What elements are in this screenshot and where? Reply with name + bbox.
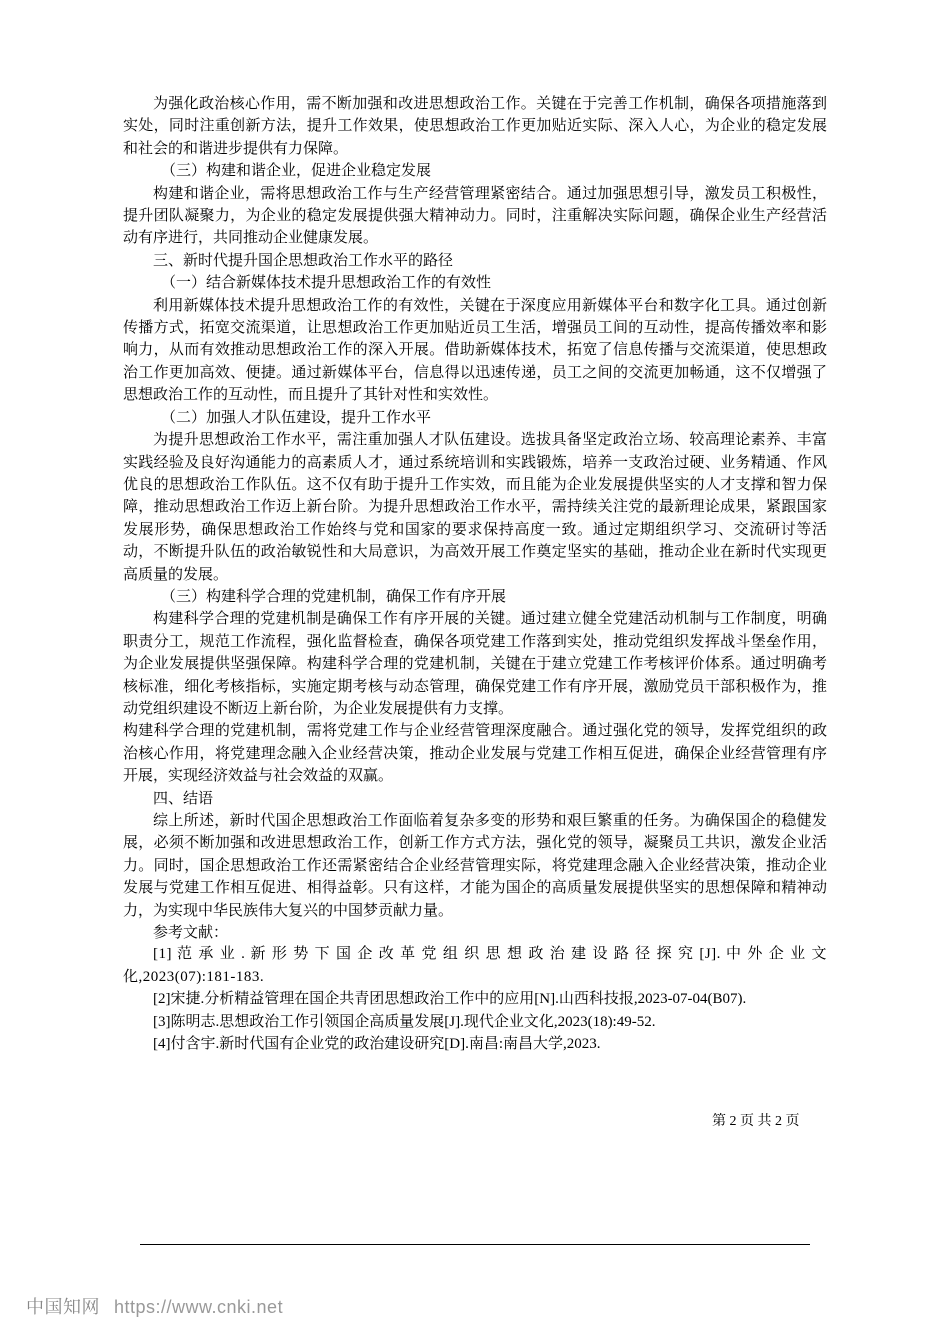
- footer-divider: [140, 1244, 810, 1245]
- section-subheading: （三）构建和谐企业，促进企业稳定发展: [161, 161, 432, 180]
- references-title: 参考文献：: [153, 923, 229, 942]
- watermark-url: https://www.cnki.net: [114, 1297, 284, 1317]
- article-body: [123, 92, 827, 1055]
- paragraph: 构建和谐企业，需将思想政治工作与生产经营管理紧密结合。通过加强思想引导，激发员工积极性，提升团队凝聚力，为企业的稳定发展提供强大精神动力。同时，注重解决实际问题，确保企业生产经营活动有序进行，共同推动企业健康发展。: [123, 183, 827, 247]
- cnki-watermark: [26, 1293, 283, 1319]
- paragraph: 利用新媒体技术提升思想政治工作的有效性，关键在于深度应用新媒体平台和数字化工具。通过创新传播方式，拓宽交流渠道，让思想政治工作更加贴近员工生活，增强员工间的互动性，提高传播效率和影响力，从而有效推动思想政治工作的深入开展。借助新媒体技术，拓宽了信息传播与交流渠道，使思想政治工作更加高效、便捷。通过新媒体平台，信息得以迅速传递，员工之间的交流更加畅通，这不仅增强了思想政治工作的互动性，而且提升了其针对性和实效性。: [123, 295, 827, 404]
- reference-item: [4]付含宇.新时代国有企业党的政治建设研究[D].南昌:南昌大学,2023.: [153, 1036, 601, 1053]
- paragraph: 为提升思想政治工作水平，需注重加强人才队伍建设。选拔具备坚定政治立场、较高理论素养、丰富实践经验及良好沟通能力的高素质人才，通过系统培训和实践锻炼，培养一支政治过硬、业务精通、作风优良的思想政治工作队伍。这不仅有助于提升工作实效，而且能为企业发展提供坚实的人才支撑和智力保障，推动思想政治工作迈上新台阶。为提升思想政治工作水平，需持续关注党的最新理论成果，紧跟国家发展形势，确保思想政治工作始终与党和国家的要求保持高度一致。通过定期组织学习、交流研讨等活动，不断提升队伍的政治敏锐性和大局意识，为高效开展工作奠定坚实的基础，推动企业在新时代实现更高质量的发展。: [123, 430, 827, 583]
- reference-item: [2]宋捷.分析精益管理在国企共青团思想政治工作中的应用[N].山西科技报,2023-07-04(B07).: [153, 991, 747, 1008]
- section-subheading: （三）构建科学合理的党建机制，确保工作有序开展: [161, 586, 507, 605]
- section-heading: 四、结语: [153, 788, 214, 807]
- paragraph: 综上所述，新时代国企思想政治工作面临着复杂多变的形势和艰巨繁重的任务。为确保国企的稳健发展，必须不断加强和改进思想政治工作，创新工作方式方法，强化党的领导，凝聚员工共识，激发企业活力。同时，国企思想政治工作还需紧密结合企业经营管理实际，将党建理念融入企业经营决策，推动企业发展与党建工作相互促进、相得益彰。只有这样，才能为国企的高质量发展提供坚实的思想保障和精神动力，为实现中华民族伟大复兴的中国梦贡献力量。: [123, 811, 827, 919]
- watermark-brand: 中国知网: [26, 1297, 100, 1318]
- paragraph: 构建科学合理的党建机制是确保工作有序开展的关键。通过建立健全党建活动机制与工作制度，明确职责分工，规范工作流程，强化监督检查，确保各项党建工作落到实处，推动党组织发挥战斗堡垒作用，为企业发展提供坚强保障。构建科学合理的党建机制，关键在于建立党建工作考核评价体系。通过明确考核标准，细化考核指标，实施定期考核与动态管理，确保党建工作有序开展，激励党员干部积极作为，推动党组织建设不断迈上新台阶，为企业发展提供有力支撑。: [123, 609, 827, 717]
- paragraph: 构建科学合理的党建机制，需将党建工作与企业经营管理深度融合。通过强化党的领导，发挥党组织的政治核心作用，将党建理念融入企业经营决策，推动企业发展与党建工作相互促进，确保企业经营管理有序开展，实现经济效益与社会效益的双赢。: [123, 721, 827, 785]
- page-number: 第 2 页 共 2 页: [712, 1114, 800, 1129]
- paragraph: 为强化政治核心作用，需不断加强和改进思想政治工作。关键在于完善工作机制，确保各项措施落到实处，同时注重创新方法，提升工作效果，使思想政治工作更加贴近实际、深入人心，为企业的稳定发展和社会的和谐进步提供有力保障。: [123, 94, 827, 157]
- reference-item: [1] 范 承 业 . 新 形 势 下 国 企 改 革 党 组 织 思 想 政 治 建 设 路 径 探 究 [J]. 中 外 企 业 文化,2023(07):181-183.: [123, 946, 827, 985]
- section-subheading: （二）加强人才队伍建设，提升工作水平: [161, 407, 432, 426]
- section-heading: 三、新时代提升国企思想政治工作水平的路径: [153, 250, 454, 269]
- section-subheading: （一）结合新媒体技术提升思想政治工作的有效性: [161, 273, 492, 292]
- reference-item: [3]陈明志.思想政治工作引领国企高质量发展[J].现代企业文化,2023(18):49-52.: [153, 1013, 656, 1030]
